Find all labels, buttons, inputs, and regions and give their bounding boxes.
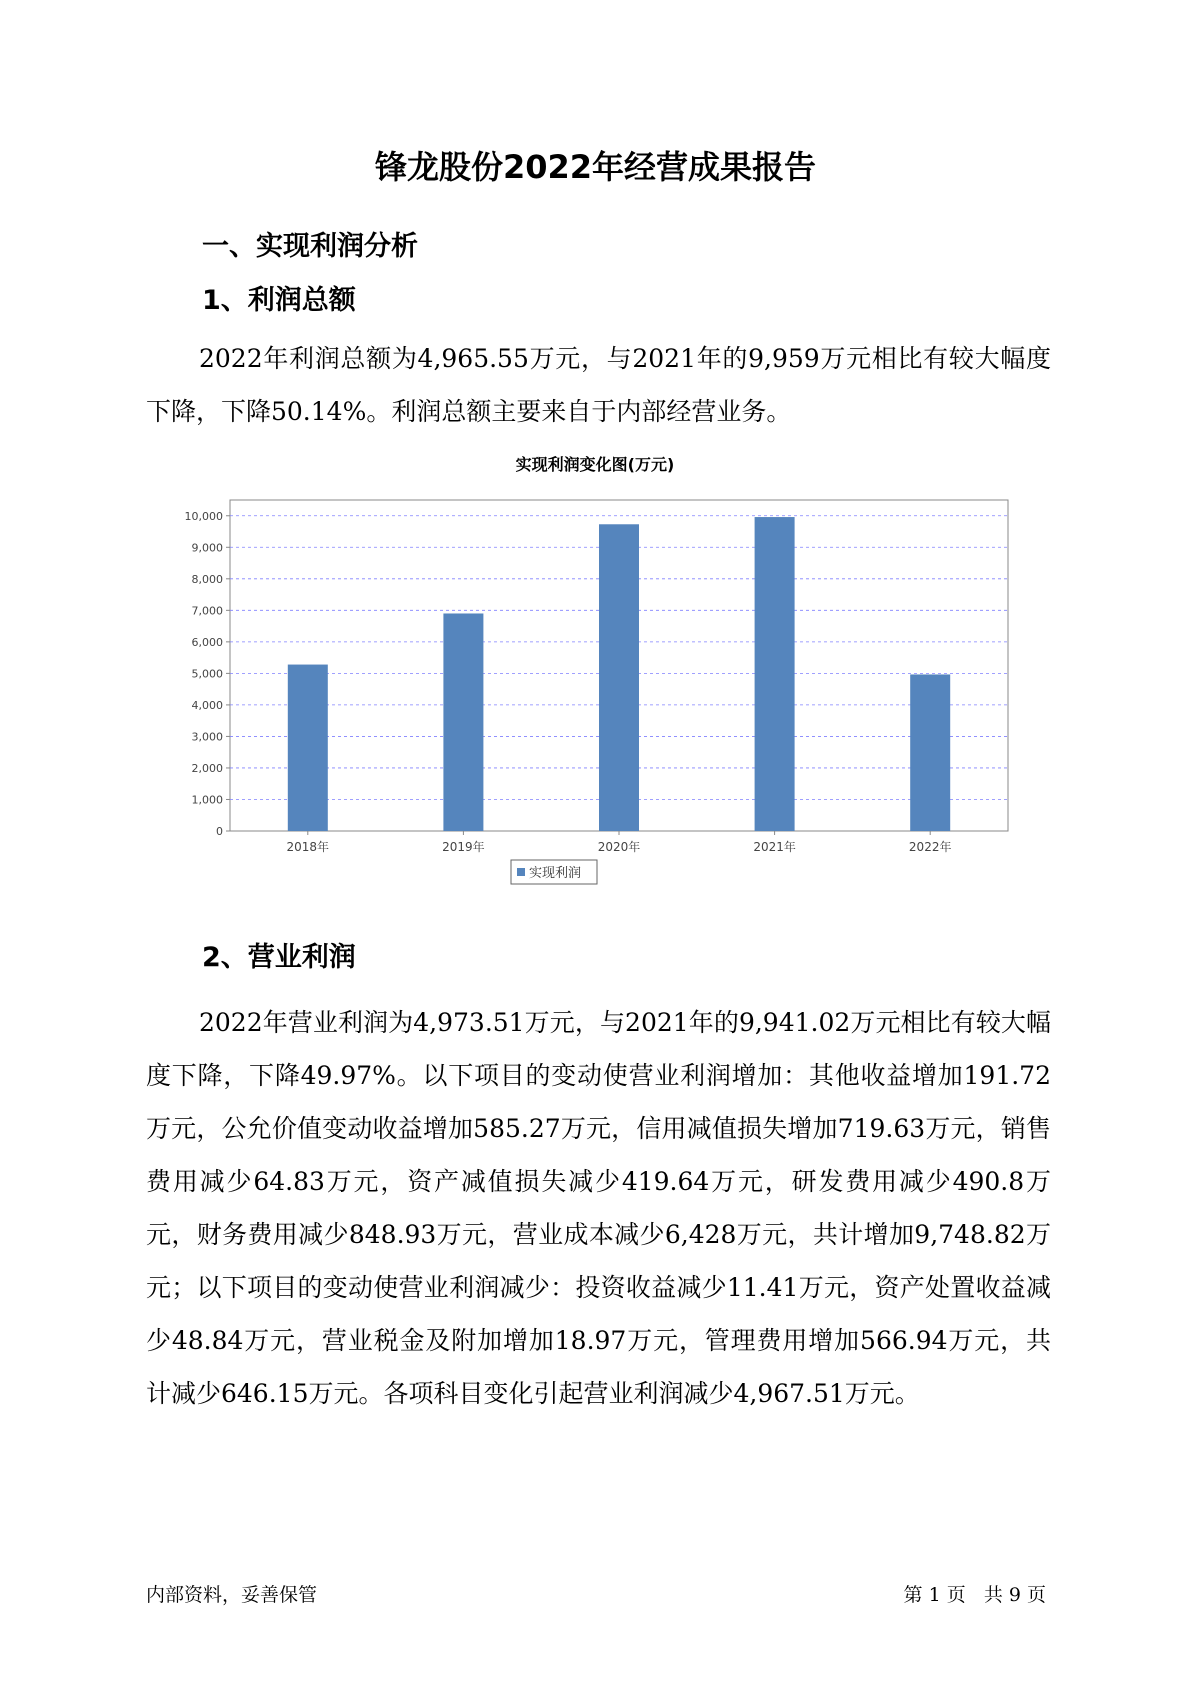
y-tick-label: 2,000 — [191, 761, 223, 775]
y-tick-label: 9,000 — [191, 541, 223, 555]
section-heading: 一、实现利润分析 — [202, 231, 418, 262]
x-tick-label: 2020年 — [597, 840, 641, 854]
footer-confidential-note: 内部资料，妥善保管 — [146, 1584, 318, 1606]
profit-chart — [150, 452, 1040, 902]
y-tick-label: 4,000 — [191, 698, 223, 712]
x-tick-label: 2022年 — [908, 840, 952, 854]
bar-2019年 — [443, 613, 483, 831]
bar-2022年 — [910, 674, 950, 831]
legend-swatch — [517, 868, 525, 876]
bar-2020年 — [599, 524, 639, 831]
bar-2021年 — [755, 517, 795, 831]
footer-page-number: 第 1 页 共 9 页 — [903, 1584, 1046, 1606]
subsection-heading-total-profit: 1、利润总额 — [202, 285, 356, 316]
y-tick-label: 5,000 — [191, 667, 223, 681]
chart-title: 实现利润变化图(万元) — [515, 455, 675, 474]
subsection-heading-operating-profit: 2、营业利润 — [202, 942, 356, 973]
x-tick-label: 2019年 — [442, 840, 485, 854]
bar-2018年 — [288, 665, 328, 831]
paragraph-operating-profit: 2022年营业利润为4,973.51万元，与2021年的9,941.02万元相比有较大幅度下降，下降49.97%。以下项目的变动使营业利润增加：其他收益增加191.72万元，公允价值变动收益增加585.27万元，信用减值损失增加719.63万元，销售费用减少64.83万元，资产减值损失减少419.64万元，研发费用减少490.8万元，财务费用减少848.93万元，营业成本减少6,428万元，共计增加9,748.82万元；以下项目的变动使营业利润减少：投资收益减少11.41万元，资产处置收益减少48.84万元，营业税金及附加增加18.97万元，管理费用增加566.94万元，共计减少646.15万元。各项科目变化引起营业利润减少4,967.51万元。 — [146, 1008, 1051, 1408]
chart-svg — [150, 452, 1040, 902]
y-tick-label: 8,000 — [191, 572, 223, 586]
y-tick-label: 0 — [216, 825, 223, 838]
y-tick-label: 1,000 — [191, 793, 223, 807]
x-tick-label: 2018年 — [286, 840, 330, 854]
x-tick-label: 2021年 — [753, 840, 796, 854]
paragraph-total-profit: 2022年利润总额为4,965.55万元，与2021年的9,959万元相比有较大幅度下降，下降50.14%。利润总额主要来自于内部经营业务。 — [146, 344, 1051, 426]
document-title: 锋龙股份2022年经营成果报告 — [374, 148, 817, 186]
y-tick-label: 7,000 — [191, 604, 223, 618]
y-tick-label: 6,000 — [191, 635, 223, 649]
legend-label: 实现利润 — [529, 866, 582, 881]
y-tick-label: 3,000 — [191, 730, 223, 744]
y-tick-label: 10,000 — [184, 509, 223, 523]
